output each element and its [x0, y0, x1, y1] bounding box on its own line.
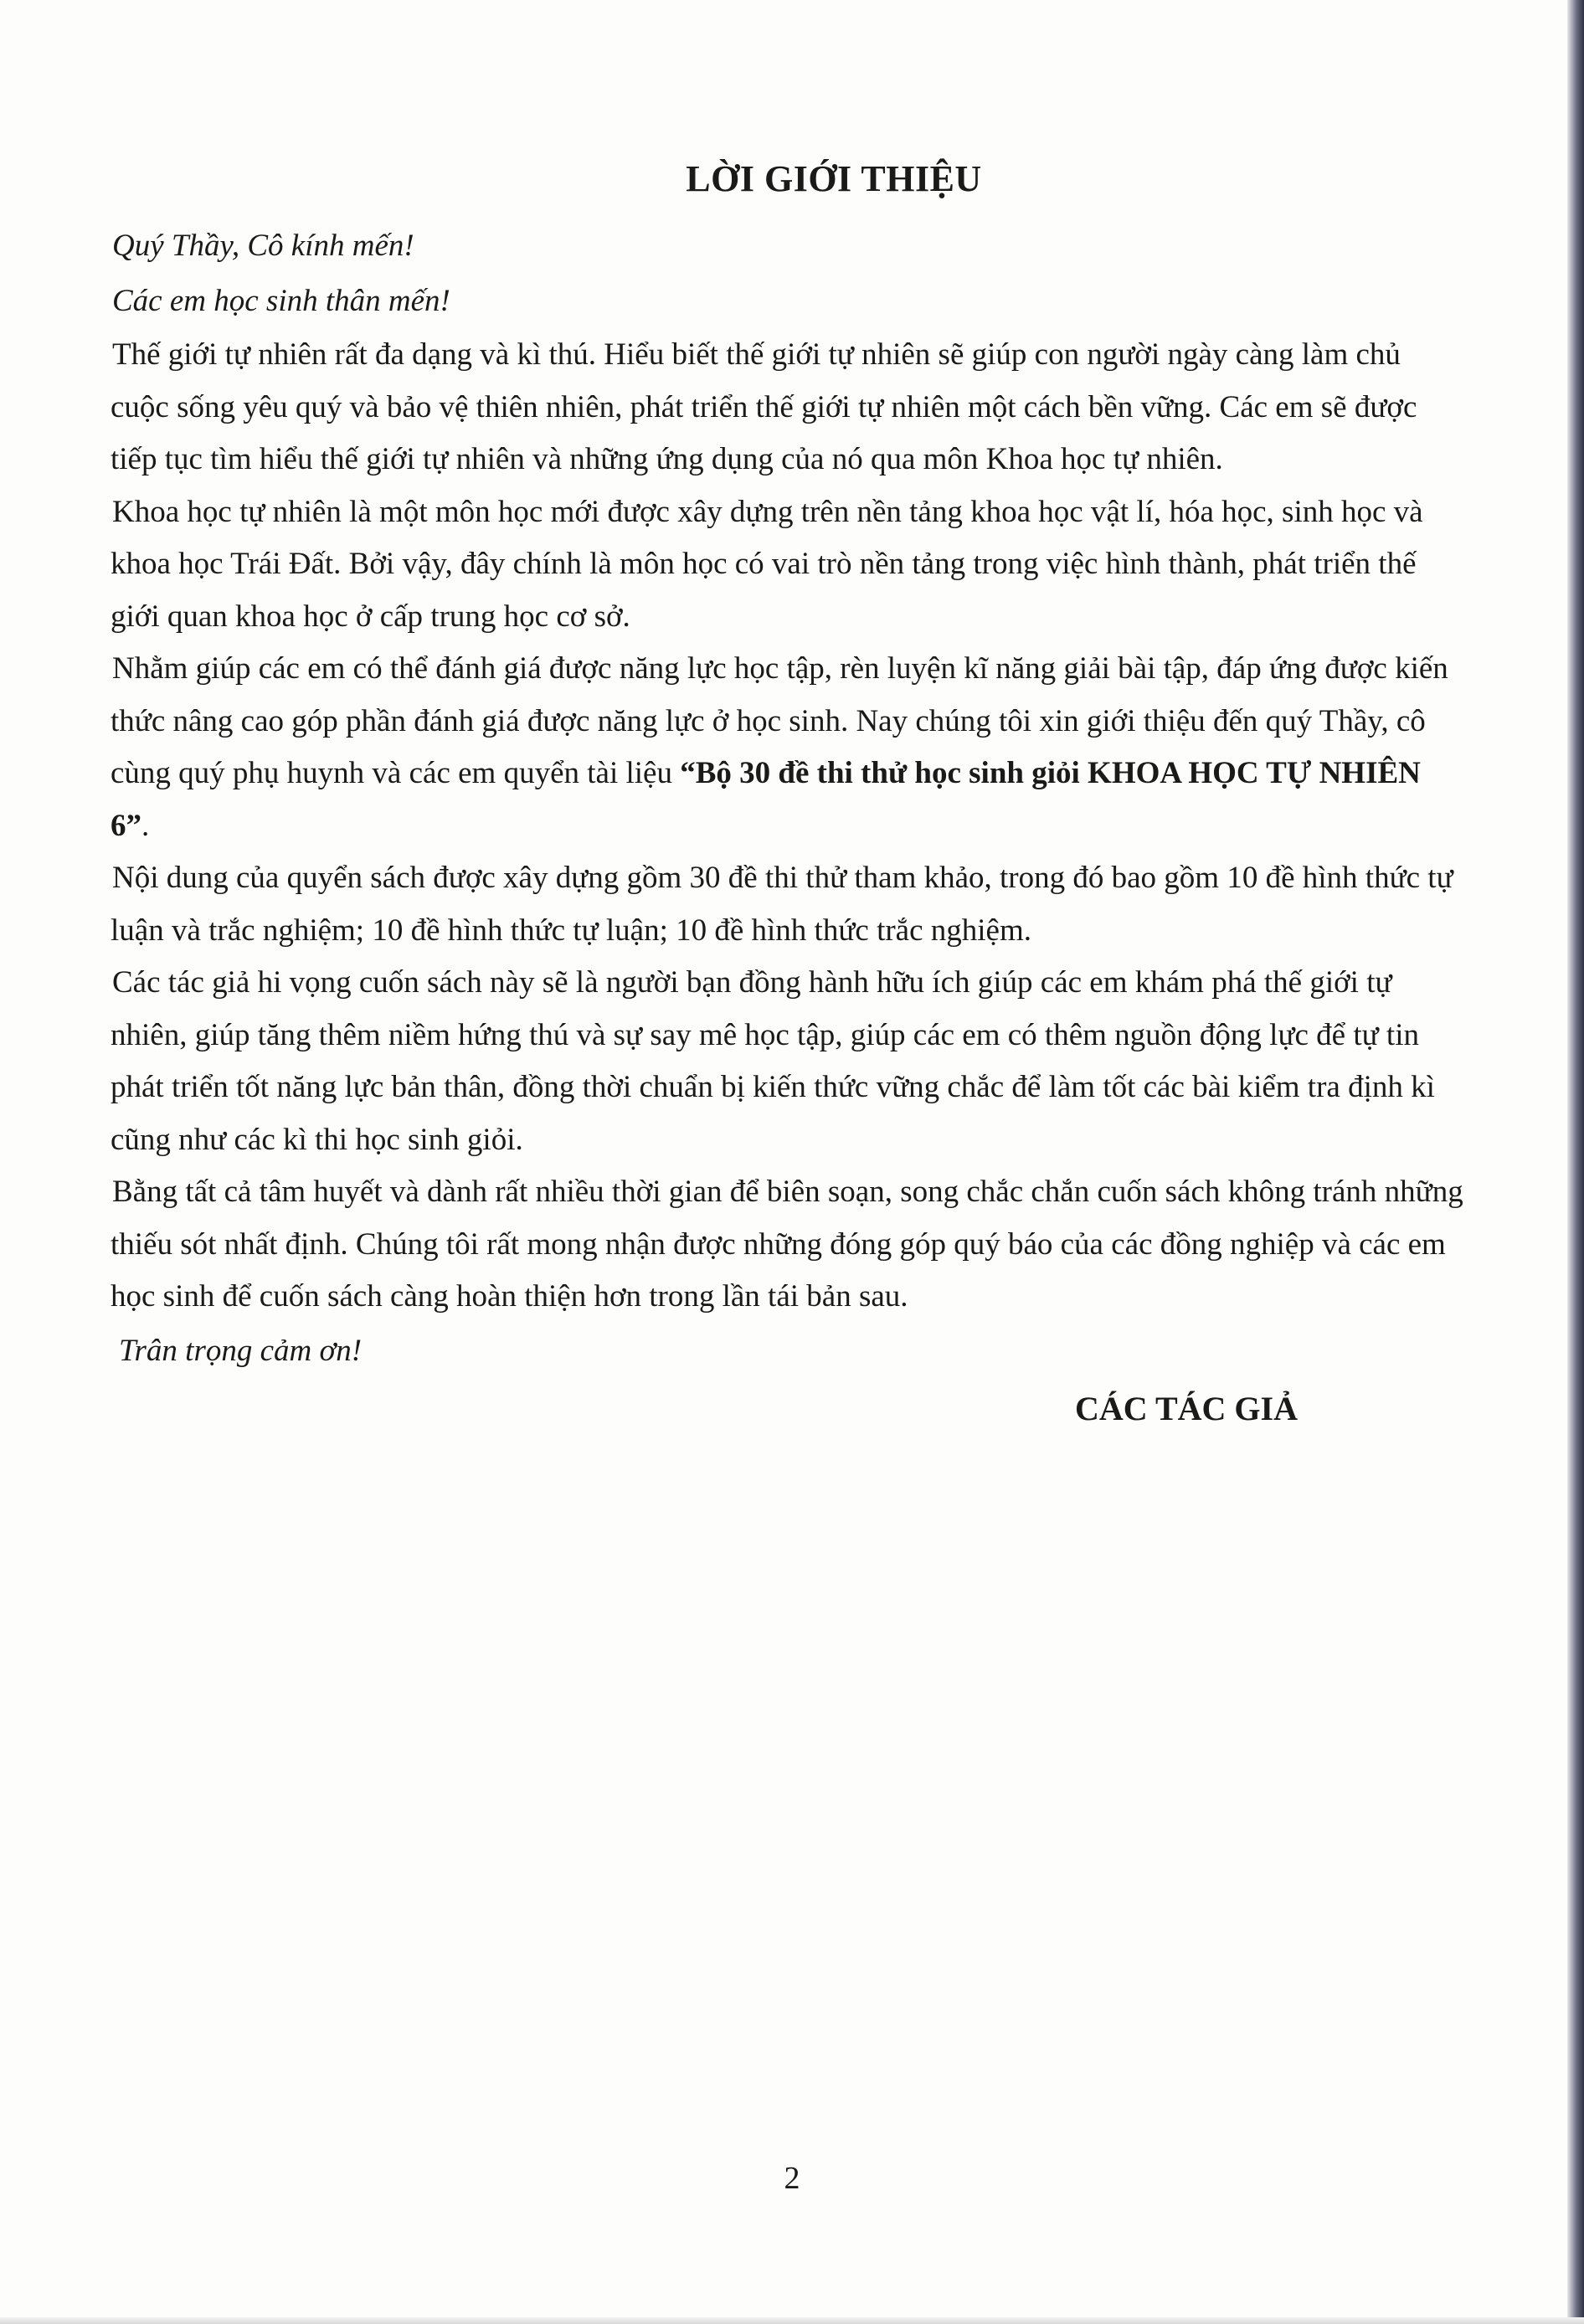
greeting-students: Các em học sinh thân mến! — [112, 284, 450, 318]
authors-signature: CÁC TÁC GIẢ — [1075, 1389, 1298, 1427]
paragraph-1: Thế giới tự nhiên rất đa dạng và kì thú. Hiểu biết thế giới tự nhiên sẽ giúp con người ngày càng làm chủ cuộc sống yêu quý và bảo vệ thiên nhiên, phát triển thế giới tự nhiên một cách bền vững. Các em sẽ được tiếp tục tìm hiểu thế giới tự nhiên và những ứng dụng của nó qua môn Khoa học tự nhiên. — [111, 337, 1417, 476]
paragraph-3 — [111, 643, 1465, 852]
paragraph-4: Nội dung của quyển sách được xây dựng gồm 30 đề thi thử tham khảo, trong đó bao gồm 10 đề hình thức tự luận và trắc nghiệm; 10 đề hình thức tự luận; 10 đề hình thức trắc nghiệm. — [111, 861, 1453, 948]
greeting-teachers: Quý Thầy, Cô kính mến! — [112, 229, 414, 263]
page-content — [111, 157, 1465, 1428]
paragraph-3-text: Nhằm giúp các em có thể đánh giá được năng lực học tập, rèn luyện kĩ năng giải bài tập, đáp ứng được kiến thức nâng cao góp phần đánh giá được năng lực ở học sinh. Nay chúng tôi xin giới thiệu đến quý Thầy, cô cùng quý phụ huynh và các em quyển tài liệu — [111, 651, 1448, 790]
paragraph-6: Bằng tất cả tâm huyết và dành rất nhiều thời gian để biên soạn, song chắc chắn cuốn sách không tránh những thiếu sót nhất định. Chúng tôi rất mong nhận được những đóng góp quý báo của các đồng nghiệp và các em học sinh để cuốn sách càng hoàn thiện hơn trong lần tái bản sau. — [111, 1175, 1463, 1314]
closing-line: Trân trọng cảm ơn! — [119, 1333, 363, 1368]
page-bottom-edge — [0, 2317, 1584, 2324]
paragraph-2: Khoa học tự nhiên là một môn học mới được xây dựng trên nền tảng khoa học vật lí, hóa học, sinh học và khoa học Trái Đất. Bởi vậy, đây chính là môn học có vai trò nền tảng trong việc hình thành, phát triển thế giới quan khoa học ở cấp trung học cơ sở. — [111, 494, 1423, 634]
page-number: 2 — [784, 2161, 800, 2196]
page-title: LỜI GIỚI THIỆU — [686, 158, 982, 199]
binding-edge — [1567, 0, 1584, 2324]
paragraph-3-end: . — [141, 808, 150, 843]
paragraph-5: Các tác giả hi vọng cuốn sách này sẽ là người bạn đồng hành hữu ích giúp các em khám phá thế giới tự nhiên, giúp tăng thêm niềm hứng thú và sự say mê học tập, giúp các em có thêm nguồn động lực để tự tin phát triển tốt năng lực bản thân, đồng thời chuẩn bị kiến thức vững chắc để làm tốt các bài kiểm tra định kì cũng như các kì thi học sinh giỏi. — [111, 965, 1435, 1157]
book-title-bold: “Bộ 30 đề thi thử học sinh giỏi KHOA HỌC TỰ NHIÊN 6” — [111, 756, 1421, 843]
